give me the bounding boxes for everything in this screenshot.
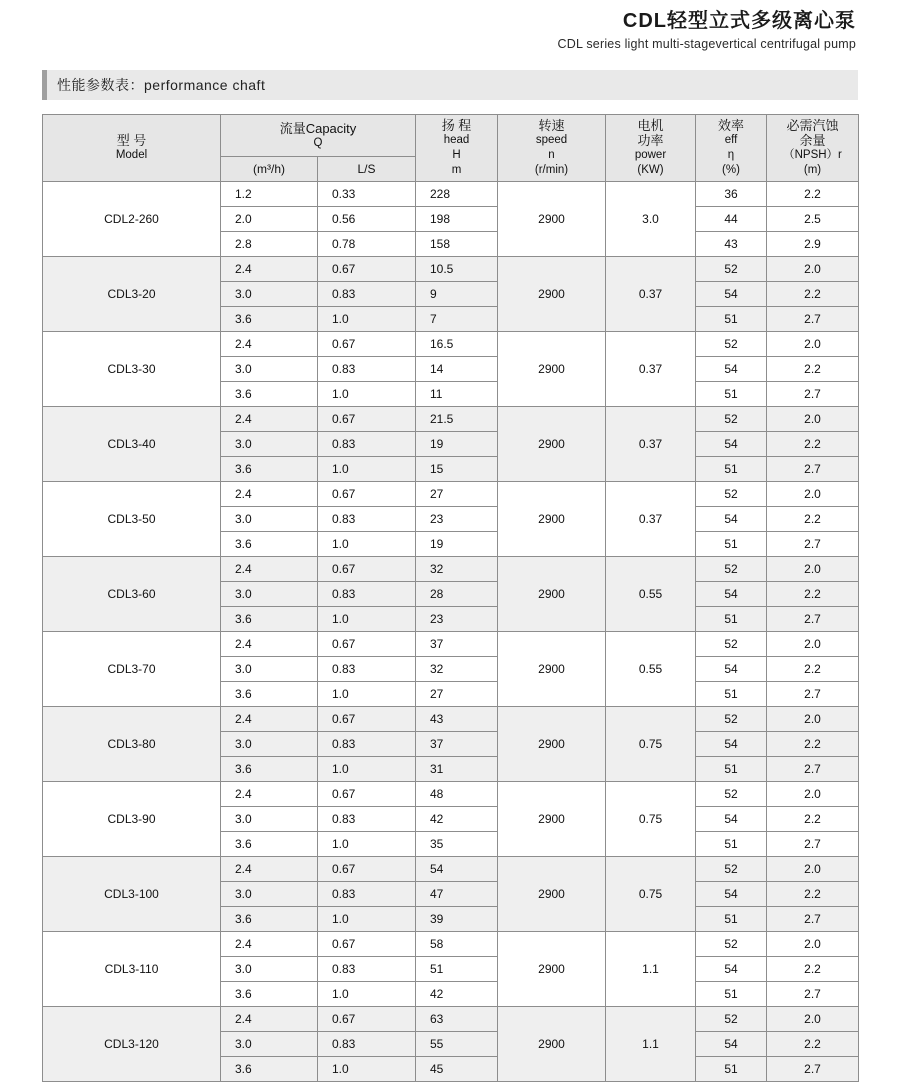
col-header-capacity-symbol: Q [313, 136, 323, 149]
cell-capacity-m3h: 3.0 [221, 732, 318, 757]
cell-capacity-m3h: 3.0 [221, 657, 318, 682]
cell-speed: 2900 [498, 182, 606, 257]
table-row [43, 482, 859, 507]
cell-capacity-m3h: 2.4 [221, 332, 318, 357]
col-header-capacity-ls: L/S [318, 157, 416, 182]
cell-capacity-ls: 0.67 [318, 482, 416, 507]
cell-capacity-ls: 0.67 [318, 707, 416, 732]
cell-head: 28 [416, 582, 498, 607]
cell-head: 198 [416, 207, 498, 232]
cell-capacity-m3h: 3.0 [221, 807, 318, 832]
cell-head: 45 [416, 1057, 498, 1082]
cell-efficiency: 54 [696, 357, 767, 382]
cell-power: 0.37 [606, 407, 696, 482]
cell-npsh: 2.2 [767, 357, 859, 382]
section-header-bar [42, 70, 858, 100]
cell-capacity-m3h: 3.0 [221, 432, 318, 457]
cell-capacity-ls: 0.67 [318, 1007, 416, 1032]
table-row [43, 707, 859, 732]
cell-efficiency: 54 [696, 1032, 767, 1057]
col-header-efficiency [696, 115, 767, 182]
col-header-speed [498, 115, 606, 182]
cell-head: 47 [416, 882, 498, 907]
cell-speed: 2900 [498, 482, 606, 557]
cell-capacity-m3h: 3.6 [221, 532, 318, 557]
cell-efficiency: 54 [696, 582, 767, 607]
cell-efficiency: 51 [696, 907, 767, 932]
col-header-head [416, 115, 498, 182]
cell-head: 23 [416, 507, 498, 532]
cell-capacity-m3h: 3.6 [221, 382, 318, 407]
cell-efficiency: 52 [696, 707, 767, 732]
cell-efficiency: 52 [696, 932, 767, 957]
cell-capacity-m3h: 3.0 [221, 507, 318, 532]
cell-npsh: 2.0 [767, 707, 859, 732]
cell-head: 43 [416, 707, 498, 732]
cell-speed: 2900 [498, 932, 606, 1007]
cell-capacity-m3h: 2.8 [221, 232, 318, 257]
cell-head: 9 [416, 282, 498, 307]
cell-capacity-ls: 0.83 [318, 807, 416, 832]
cell-head: 54 [416, 857, 498, 882]
cell-power: 1.1 [606, 1007, 696, 1082]
cell-efficiency: 51 [696, 607, 767, 632]
cell-capacity-m3h: 3.0 [221, 582, 318, 607]
col-header-npsh-unit: (m) [803, 164, 822, 176]
cell-capacity-m3h: 3.6 [221, 757, 318, 782]
cell-head: 55 [416, 1032, 498, 1057]
col-header-head-symbol: H [452, 149, 461, 161]
cell-head: 14 [416, 357, 498, 382]
cell-npsh: 2.7 [767, 1057, 859, 1082]
cell-capacity-ls: 0.67 [318, 632, 416, 657]
cell-npsh: 2.0 [767, 782, 859, 807]
cell-head: 58 [416, 932, 498, 957]
cell-efficiency: 51 [696, 757, 767, 782]
cell-efficiency: 52 [696, 857, 767, 882]
cell-efficiency: 54 [696, 807, 767, 832]
cell-power: 1.1 [606, 932, 696, 1007]
cell-npsh: 2.7 [767, 532, 859, 557]
table-row [43, 332, 859, 357]
col-header-power [606, 115, 696, 182]
cell-npsh: 2.2 [767, 732, 859, 757]
cell-capacity-ls: 0.83 [318, 357, 416, 382]
cell-head: 37 [416, 632, 498, 657]
cell-npsh: 2.0 [767, 482, 859, 507]
cell-speed: 2900 [498, 857, 606, 932]
cell-npsh: 2.2 [767, 582, 859, 607]
performance-table [42, 114, 859, 1082]
cell-efficiency: 51 [696, 1057, 767, 1082]
cell-head: 42 [416, 982, 498, 1007]
cell-efficiency: 52 [696, 632, 767, 657]
cell-model: CDL2-260 [43, 182, 221, 257]
table-row [43, 257, 859, 282]
cell-capacity-m3h: 2.0 [221, 207, 318, 232]
cell-capacity-ls: 0.83 [318, 507, 416, 532]
cell-efficiency: 43 [696, 232, 767, 257]
cell-capacity-m3h: 3.6 [221, 832, 318, 857]
cell-efficiency: 52 [696, 257, 767, 282]
cell-capacity-ls: 0.83 [318, 732, 416, 757]
cell-efficiency: 52 [696, 407, 767, 432]
cell-npsh: 2.2 [767, 882, 859, 907]
cell-npsh: 2.9 [767, 232, 859, 257]
col-header-model-cn: 型 号 [116, 133, 147, 148]
cell-efficiency: 54 [696, 732, 767, 757]
cell-model: CDL3-60 [43, 557, 221, 632]
cell-power: 0.75 [606, 782, 696, 857]
cell-head: 7 [416, 307, 498, 332]
cell-npsh: 2.0 [767, 257, 859, 282]
cell-head: 19 [416, 432, 498, 457]
cell-efficiency: 51 [696, 982, 767, 1007]
cell-head: 32 [416, 657, 498, 682]
cell-capacity-m3h: 2.4 [221, 632, 318, 657]
cell-model: CDL3-30 [43, 332, 221, 407]
col-header-speed-en: speed [535, 134, 568, 146]
cell-efficiency: 54 [696, 432, 767, 457]
cell-speed: 2900 [498, 782, 606, 857]
col-header-model-en: Model [115, 149, 148, 161]
cell-model: CDL3-20 [43, 257, 221, 332]
col-header-head-unit: m [451, 164, 462, 176]
cell-efficiency: 52 [696, 782, 767, 807]
col-header-capacity-m3h: (m³/h) [221, 157, 318, 182]
cell-capacity-ls: 1.0 [318, 382, 416, 407]
cell-npsh: 2.5 [767, 207, 859, 232]
cell-capacity-ls: 0.56 [318, 207, 416, 232]
cell-npsh: 2.7 [767, 307, 859, 332]
table-row [43, 1007, 859, 1032]
cell-speed: 2900 [498, 1007, 606, 1082]
cell-npsh: 2.2 [767, 1032, 859, 1057]
cell-efficiency: 51 [696, 307, 767, 332]
cell-npsh: 2.0 [767, 332, 859, 357]
cell-power: 0.37 [606, 257, 696, 332]
cell-head: 51 [416, 957, 498, 982]
cell-capacity-m3h: 3.6 [221, 607, 318, 632]
col-header-head-en: head [443, 134, 470, 146]
cell-efficiency: 52 [696, 557, 767, 582]
cell-speed: 2900 [498, 632, 606, 707]
cell-efficiency: 51 [696, 457, 767, 482]
cell-capacity-m3h: 2.4 [221, 482, 318, 507]
document-title-en: CDL series light multi-stagevertical centrifugal pump [557, 37, 856, 51]
cell-head: 37 [416, 732, 498, 757]
cell-head: 31 [416, 757, 498, 782]
cell-capacity-ls: 0.33 [318, 182, 416, 207]
col-header-speed-unit: (r/min) [534, 164, 569, 176]
cell-model: CDL3-40 [43, 407, 221, 482]
col-header-capacity-label: 流量Capacity [279, 120, 357, 136]
table-row [43, 632, 859, 657]
cell-npsh: 2.7 [767, 607, 859, 632]
cell-npsh: 2.0 [767, 932, 859, 957]
col-header-eff-en: eff [724, 134, 738, 146]
cell-efficiency: 54 [696, 507, 767, 532]
cell-capacity-m3h: 2.4 [221, 257, 318, 282]
cell-capacity-ls: 1.0 [318, 832, 416, 857]
cell-speed: 2900 [498, 707, 606, 782]
section-accent-bar [42, 70, 47, 100]
cell-capacity-m3h: 2.4 [221, 407, 318, 432]
cell-capacity-ls: 0.83 [318, 882, 416, 907]
cell-head: 27 [416, 482, 498, 507]
cell-head: 228 [416, 182, 498, 207]
cell-head: 11 [416, 382, 498, 407]
cell-head: 35 [416, 832, 498, 857]
cell-power: 0.75 [606, 707, 696, 782]
cell-efficiency: 51 [696, 682, 767, 707]
cell-efficiency: 36 [696, 182, 767, 207]
cell-capacity-ls: 0.83 [318, 582, 416, 607]
cell-efficiency: 54 [696, 882, 767, 907]
cell-efficiency: 51 [696, 382, 767, 407]
cell-head: 23 [416, 607, 498, 632]
cell-power: 0.55 [606, 557, 696, 632]
cell-capacity-ls: 0.67 [318, 257, 416, 282]
cell-npsh: 2.7 [767, 457, 859, 482]
cell-power: 0.55 [606, 632, 696, 707]
cell-head: 27 [416, 682, 498, 707]
cell-model: CDL3-70 [43, 632, 221, 707]
cell-capacity-m3h: 3.0 [221, 957, 318, 982]
cell-model: CDL3-120 [43, 1007, 221, 1082]
cell-npsh: 2.7 [767, 907, 859, 932]
cell-capacity-ls: 0.67 [318, 332, 416, 357]
cell-head: 39 [416, 907, 498, 932]
cell-capacity-ls: 1.0 [318, 982, 416, 1007]
cell-model: CDL3-100 [43, 857, 221, 932]
col-header-npsh-en: （NPSH）r [783, 149, 842, 161]
section-title: 性能参数表：performance chaft [57, 77, 266, 93]
cell-power: 3.0 [606, 182, 696, 257]
col-header-model [43, 115, 221, 182]
cell-speed: 2900 [498, 332, 606, 407]
col-header-power-en: power [634, 149, 667, 161]
cell-efficiency: 54 [696, 282, 767, 307]
cell-power: 0.75 [606, 857, 696, 932]
col-header-capacity [221, 115, 416, 157]
cell-capacity-m3h: 3.6 [221, 682, 318, 707]
cell-capacity-m3h: 3.6 [221, 982, 318, 1007]
col-header-eff-cn: 效率 [717, 118, 744, 133]
cell-capacity-ls: 0.67 [318, 932, 416, 957]
cell-speed: 2900 [498, 407, 606, 482]
cell-power: 0.37 [606, 332, 696, 407]
cell-npsh: 2.2 [767, 507, 859, 532]
cell-capacity-ls: 0.83 [318, 957, 416, 982]
col-header-eff-symbol: η [727, 149, 735, 161]
cell-capacity-ls: 1.0 [318, 1057, 416, 1082]
cell-efficiency: 52 [696, 482, 767, 507]
cell-capacity-ls: 0.67 [318, 782, 416, 807]
cell-head: 15 [416, 457, 498, 482]
cell-head: 16.5 [416, 332, 498, 357]
cell-capacity-m3h: 1.2 [221, 182, 318, 207]
cell-npsh: 2.2 [767, 807, 859, 832]
table-header-row-1 [43, 115, 859, 157]
col-header-npsh [767, 115, 859, 182]
cell-capacity-m3h: 3.6 [221, 307, 318, 332]
table-row [43, 782, 859, 807]
col-header-speed-cn: 转速 [538, 118, 565, 133]
cell-npsh: 2.0 [767, 857, 859, 882]
col-header-power-unit: (KW) [637, 164, 664, 176]
cell-npsh: 2.7 [767, 682, 859, 707]
cell-capacity-ls: 0.67 [318, 557, 416, 582]
table-row [43, 557, 859, 582]
cell-capacity-ls: 1.0 [318, 757, 416, 782]
cell-npsh: 2.2 [767, 957, 859, 982]
cell-efficiency: 52 [696, 1007, 767, 1032]
cell-model: CDL3-80 [43, 707, 221, 782]
cell-head: 32 [416, 557, 498, 582]
cell-capacity-m3h: 3.0 [221, 882, 318, 907]
table-row [43, 932, 859, 957]
cell-npsh: 2.7 [767, 832, 859, 857]
cell-head: 63 [416, 1007, 498, 1032]
cell-npsh: 2.7 [767, 982, 859, 1007]
cell-capacity-ls: 1.0 [318, 682, 416, 707]
cell-npsh: 2.7 [767, 757, 859, 782]
col-header-power-cn2: 功率 [637, 133, 664, 148]
cell-efficiency: 44 [696, 207, 767, 232]
cell-capacity-ls: 0.78 [318, 232, 416, 257]
cell-capacity-m3h: 2.4 [221, 557, 318, 582]
cell-capacity-m3h: 3.0 [221, 1032, 318, 1057]
cell-capacity-m3h: 3.0 [221, 282, 318, 307]
cell-capacity-ls: 0.83 [318, 1032, 416, 1057]
cell-capacity-ls: 0.83 [318, 432, 416, 457]
cell-npsh: 2.2 [767, 182, 859, 207]
col-header-eff-unit: (%) [722, 164, 740, 176]
cell-speed: 2900 [498, 557, 606, 632]
cell-efficiency: 51 [696, 832, 767, 857]
cell-speed: 2900 [498, 257, 606, 332]
cell-capacity-ls: 0.67 [318, 407, 416, 432]
cell-head: 42 [416, 807, 498, 832]
cell-capacity-m3h: 3.6 [221, 907, 318, 932]
cell-npsh: 2.0 [767, 632, 859, 657]
cell-head: 21.5 [416, 407, 498, 432]
col-header-npsh-cn2: 余量 [799, 133, 826, 148]
cell-capacity-ls: 1.0 [318, 307, 416, 332]
cell-capacity-ls: 1.0 [318, 457, 416, 482]
document-title-cn: CDL轻型立式多级离心泵 [622, 10, 856, 32]
cell-power: 0.37 [606, 482, 696, 557]
cell-capacity-ls: 1.0 [318, 907, 416, 932]
document-header [0, 0, 900, 54]
cell-capacity-m3h: 3.6 [221, 1057, 318, 1082]
cell-capacity-m3h: 3.6 [221, 457, 318, 482]
table-row [43, 182, 859, 207]
cell-capacity-m3h: 2.4 [221, 782, 318, 807]
cell-npsh: 2.2 [767, 432, 859, 457]
cell-efficiency: 54 [696, 957, 767, 982]
cell-head: 158 [416, 232, 498, 257]
cell-capacity-ls: 1.0 [318, 607, 416, 632]
cell-model: CDL3-110 [43, 932, 221, 1007]
col-header-power-cn: 电机 [637, 118, 664, 133]
cell-capacity-m3h: 2.4 [221, 932, 318, 957]
cell-capacity-m3h: 2.4 [221, 857, 318, 882]
cell-capacity-m3h: 2.4 [221, 707, 318, 732]
cell-head: 19 [416, 532, 498, 557]
cell-npsh: 2.0 [767, 1007, 859, 1032]
cell-capacity-ls: 1.0 [318, 532, 416, 557]
col-header-speed-symbol: n [548, 149, 555, 161]
cell-capacity-m3h: 2.4 [221, 1007, 318, 1032]
cell-head: 48 [416, 782, 498, 807]
table-body [43, 182, 859, 1082]
cell-capacity-ls: 0.83 [318, 657, 416, 682]
cell-npsh: 2.0 [767, 557, 859, 582]
col-header-npsh-cn: 必需汽蚀 [786, 118, 839, 133]
cell-efficiency: 54 [696, 657, 767, 682]
cell-head: 10.5 [416, 257, 498, 282]
cell-efficiency: 52 [696, 332, 767, 357]
col-header-head-cn: 扬 程 [441, 118, 472, 133]
table-row [43, 407, 859, 432]
table-header [43, 115, 859, 182]
cell-model: CDL3-50 [43, 482, 221, 557]
cell-efficiency: 51 [696, 532, 767, 557]
table-row [43, 857, 859, 882]
cell-model: CDL3-90 [43, 782, 221, 857]
cell-npsh: 2.2 [767, 282, 859, 307]
cell-capacity-m3h: 3.0 [221, 357, 318, 382]
cell-capacity-ls: 0.67 [318, 857, 416, 882]
cell-npsh: 2.7 [767, 382, 859, 407]
cell-capacity-ls: 0.83 [318, 282, 416, 307]
cell-npsh: 2.2 [767, 657, 859, 682]
cell-npsh: 2.0 [767, 407, 859, 432]
